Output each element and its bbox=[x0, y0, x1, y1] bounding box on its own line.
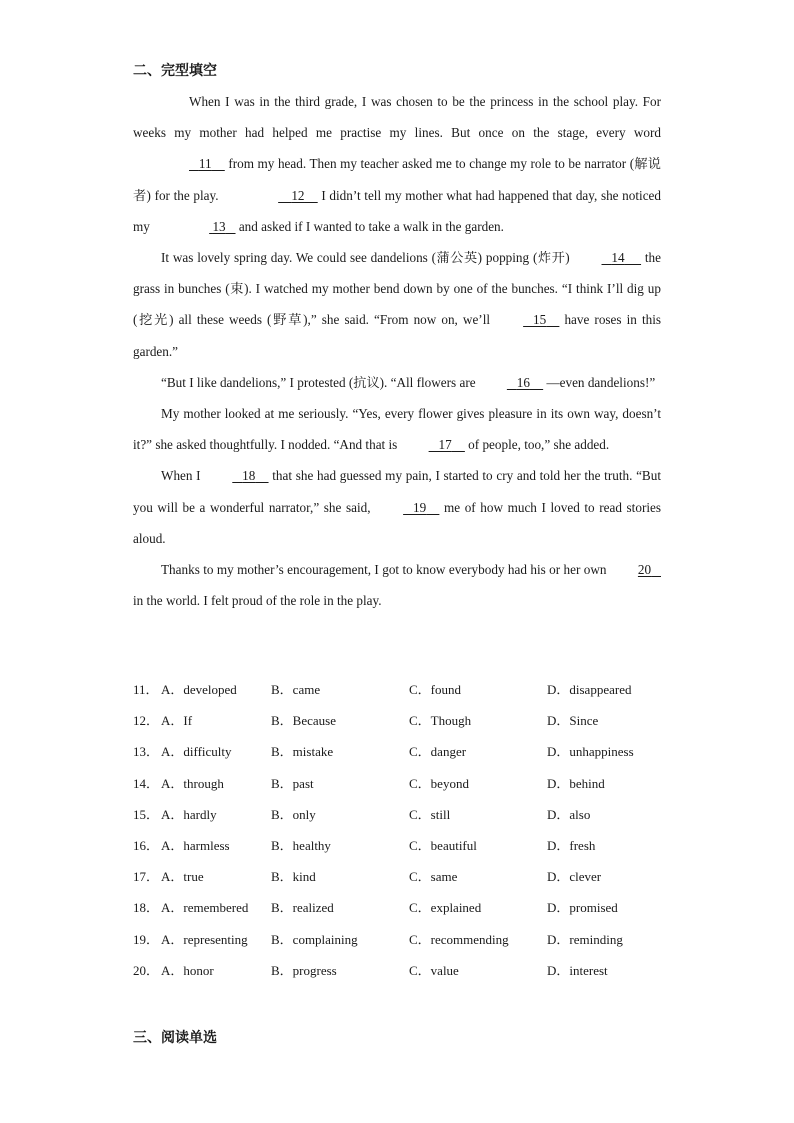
option-b: B．past bbox=[271, 775, 314, 791]
option-d: D．fresh bbox=[547, 837, 596, 853]
option-a: A．If bbox=[161, 713, 193, 729]
option-a: A．harmless bbox=[161, 837, 230, 853]
passage-paragraph-6: Thanks to my mother’s encouragement, I got to know everybody had his or her own 20 in the world. I felt proud of the role in the play. bbox=[133, 554, 661, 616]
option-d: D．Since bbox=[547, 713, 599, 729]
option-d: D．promised bbox=[547, 900, 618, 916]
option-c: C．beautiful bbox=[409, 837, 477, 853]
question-18-options bbox=[133, 892, 693, 923]
option-a: A．representing bbox=[161, 931, 248, 947]
question-number: 19． bbox=[133, 931, 160, 947]
question-12-options bbox=[133, 705, 693, 736]
question-17-options bbox=[133, 861, 693, 892]
option-c: C．value bbox=[409, 962, 459, 978]
option-b: B．realized bbox=[271, 900, 334, 916]
blank-14: 14 bbox=[611, 250, 625, 266]
question-number: 16． bbox=[133, 837, 160, 853]
question-19-options bbox=[133, 924, 693, 955]
option-a: A．remembered bbox=[161, 900, 249, 916]
cloze-passage bbox=[133, 86, 661, 616]
question-number: 14． bbox=[133, 775, 160, 791]
option-b: B．complaining bbox=[271, 931, 358, 947]
option-d: D．also bbox=[547, 806, 591, 822]
option-b: B．mistake bbox=[271, 744, 334, 760]
question-number: 17． bbox=[133, 869, 160, 885]
option-a: A．honor bbox=[161, 962, 214, 978]
option-c: C．found bbox=[409, 682, 462, 697]
option-c: C．recommending bbox=[409, 931, 509, 947]
section-three-heading: 三、阅读单选 bbox=[133, 1030, 217, 1046]
option-b: B．progress bbox=[271, 962, 337, 978]
blank-15: 15 bbox=[533, 312, 547, 328]
option-b: B．came bbox=[271, 682, 321, 697]
question-number: 18． bbox=[133, 900, 160, 916]
blank-12: 12 bbox=[291, 187, 305, 203]
question-number: 12． bbox=[133, 713, 160, 729]
blank-11: 11 bbox=[198, 156, 212, 172]
option-d: D．disappeared bbox=[547, 682, 632, 697]
blank-13: 13 bbox=[212, 218, 226, 234]
question-15-options bbox=[133, 799, 693, 830]
question-number: 13． bbox=[133, 744, 160, 760]
passage-paragraph-3: “But I like dandelions,” I protested (抗议). “All flowers are 16 —even dandelions!” bbox=[133, 367, 661, 398]
option-d: D．reminding bbox=[547, 931, 623, 947]
option-a: A．hardly bbox=[161, 806, 217, 822]
question-14-options bbox=[133, 768, 693, 799]
option-a: A．through bbox=[161, 775, 224, 791]
question-20-options bbox=[133, 955, 693, 986]
option-c: C．explained bbox=[409, 900, 482, 916]
blank-19: 19 bbox=[413, 499, 427, 515]
option-a: A．true bbox=[161, 869, 204, 885]
option-c: C．same bbox=[409, 869, 458, 885]
section-two-heading: 二、完型填空 bbox=[133, 63, 217, 79]
option-c: C．danger bbox=[409, 744, 467, 760]
blank-20: 20 bbox=[637, 562, 652, 578]
option-c: C．Though bbox=[409, 713, 472, 729]
option-c: C．still bbox=[409, 806, 451, 822]
option-c: C．beyond bbox=[409, 775, 469, 791]
question-11-options bbox=[133, 674, 693, 705]
option-b: B．Because bbox=[271, 713, 336, 729]
option-d: D．unhappiness bbox=[547, 744, 634, 760]
blank-16: 16 bbox=[516, 374, 530, 390]
option-a: A．difficulty bbox=[161, 744, 232, 760]
option-b: B．healthy bbox=[271, 837, 331, 853]
passage-paragraph-1: When I was in the third grade, I was chosen to be the princess in the school play. For weeks my mother had helped me practise my lines. But once on the stage, every word 11 from my head. Then my teacher asked me to change my role to be narrator (解说者) for the play. 12 I didn’t tell my mother what had happened that day, she noticed my 13 and asked if I wanted to take a walk in the garden. bbox=[133, 86, 661, 242]
option-d: D．behind bbox=[547, 775, 605, 791]
blank-18: 18 bbox=[242, 468, 256, 484]
option-b: B．only bbox=[271, 806, 316, 822]
question-16-options bbox=[133, 830, 693, 861]
question-number: 15． bbox=[133, 806, 160, 822]
blank-17: 17 bbox=[438, 437, 452, 453]
passage-paragraph-4: My mother looked at me seriously. “Yes, every flower gives pleasure in its own way, doesn’t it?” she asked thoughtfully. I nodded. “And that is 17 of people, too,” she added. bbox=[133, 398, 661, 460]
passage-paragraph-5: When I 18 that she had guessed my pain, I started to cry and told her the truth. “But you will be a wonderful narrator,” she said, 19 me of how much I loved to read stories aloud. bbox=[133, 460, 661, 554]
option-b: B．kind bbox=[271, 869, 316, 885]
option-d: D．clever bbox=[547, 869, 602, 885]
question-13-options bbox=[133, 736, 693, 767]
question-number: 11． bbox=[133, 682, 159, 697]
option-d: D．interest bbox=[547, 962, 608, 978]
option-a: A．developed bbox=[161, 682, 237, 697]
passage-paragraph-2: It was lovely spring day. We could see dandelions (蒲公英) popping (炸开) 14 the grass in bunches (束). I watched my mother bend down by one of the bunches. “I think I’ll dig up (挖光) all these weeds (野草),” she said. “From now on, we’ll 15 have roses in this garden.” bbox=[133, 242, 661, 367]
question-number: 20． bbox=[133, 962, 160, 978]
answer-options-list bbox=[133, 674, 693, 986]
